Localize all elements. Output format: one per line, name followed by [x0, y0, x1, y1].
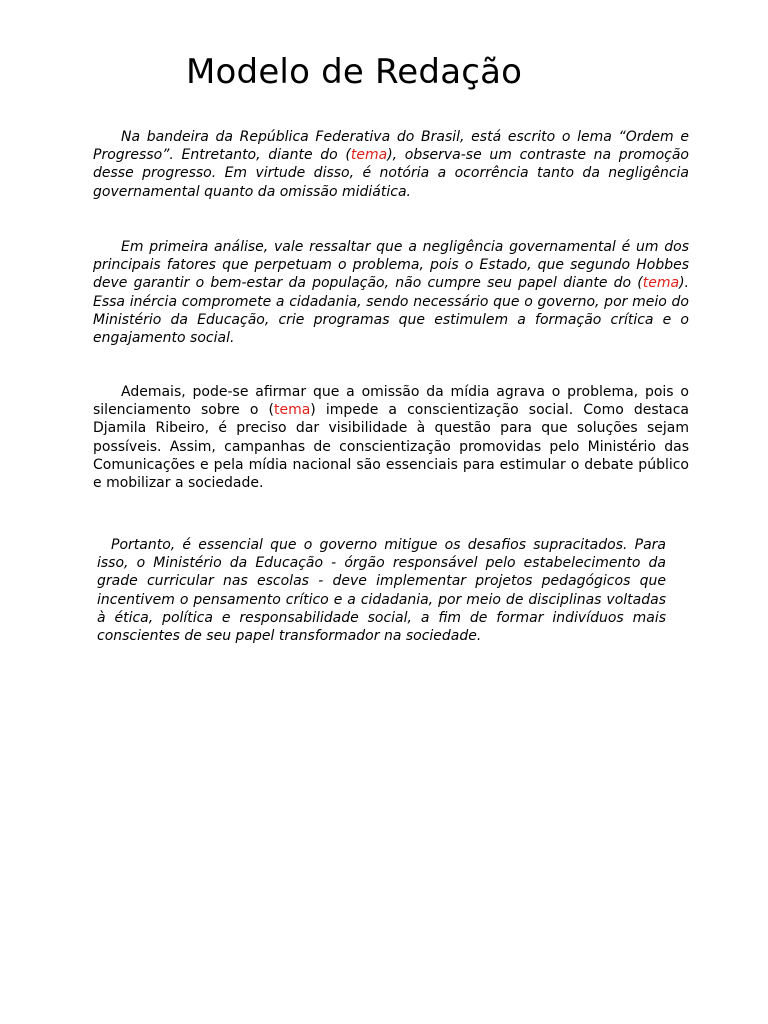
theme-placeholder: tema — [273, 402, 311, 419]
paragraph-development-1 — [93, 238, 689, 347]
paragraph-text: Em primeira análise, vale ressaltar que a negligência governamental é um dos principais fatores que perpetuam o problema, pois o Estado, que segundo Hobbes deve garantir o bem-estar da população, não cumpre seu papel diante do ( — [93, 239, 689, 292]
paragraph-text: ). Essa inércia compromete a cidadania, sendo necessário que o governo, por meio do Ministério da Educação, crie programas que estimulem a formação crítica e o engajamento social. — [93, 275, 689, 347]
paragraph-conclusion: Portanto, é essencial que o governo mitigue os desafios supracitados. Para isso, o Ministério da Educação - órgão responsável pelo estabelecimento da grade curricular nas escolas - deve implementar projetos pedagógicos que incentivem o pensamento crítico e a cidadania, por meio de disciplinas voltadas à ética, política e responsabilidade social, a fim de formar indivíduos mais conscientes de seu papel transformador na sociedade. — [97, 537, 666, 645]
paragraph-introduction — [93, 128, 689, 201]
paragraph-text: Na bandeira da República Federativa do Brasil, está escrito o lema “Ordem e Progresso”. Entretanto, diante do ( — [93, 129, 689, 164]
theme-placeholder: tema — [642, 275, 680, 292]
paragraph-development-2 — [93, 383, 689, 492]
paragraph-text: Ademais, pode-se afirmar que a omissão da mídia agrava o problema, pois o silenciamento sobre o ( — [93, 384, 689, 419]
paragraph-text: ), observa-se um contraste na promoção desse progresso. Em virtude disso, é notória a ocorrência tanto da negligência governamental quanto da omissão midiática. — [93, 147, 689, 200]
theme-placeholder: tema — [350, 147, 388, 164]
paragraph-text: ) impede a conscientização social. Como destaca Djamila Ribeiro, é preciso dar visibilidade à questão para que soluções sejam possíveis. Assim, campanhas de conscientização promovidas pelo Ministério das Comunicações e pela mídia nacional são essenciais para estimular o debate público e mobilizar a sociedade. — [93, 402, 690, 492]
page-title: Modelo de Redação — [186, 52, 523, 92]
